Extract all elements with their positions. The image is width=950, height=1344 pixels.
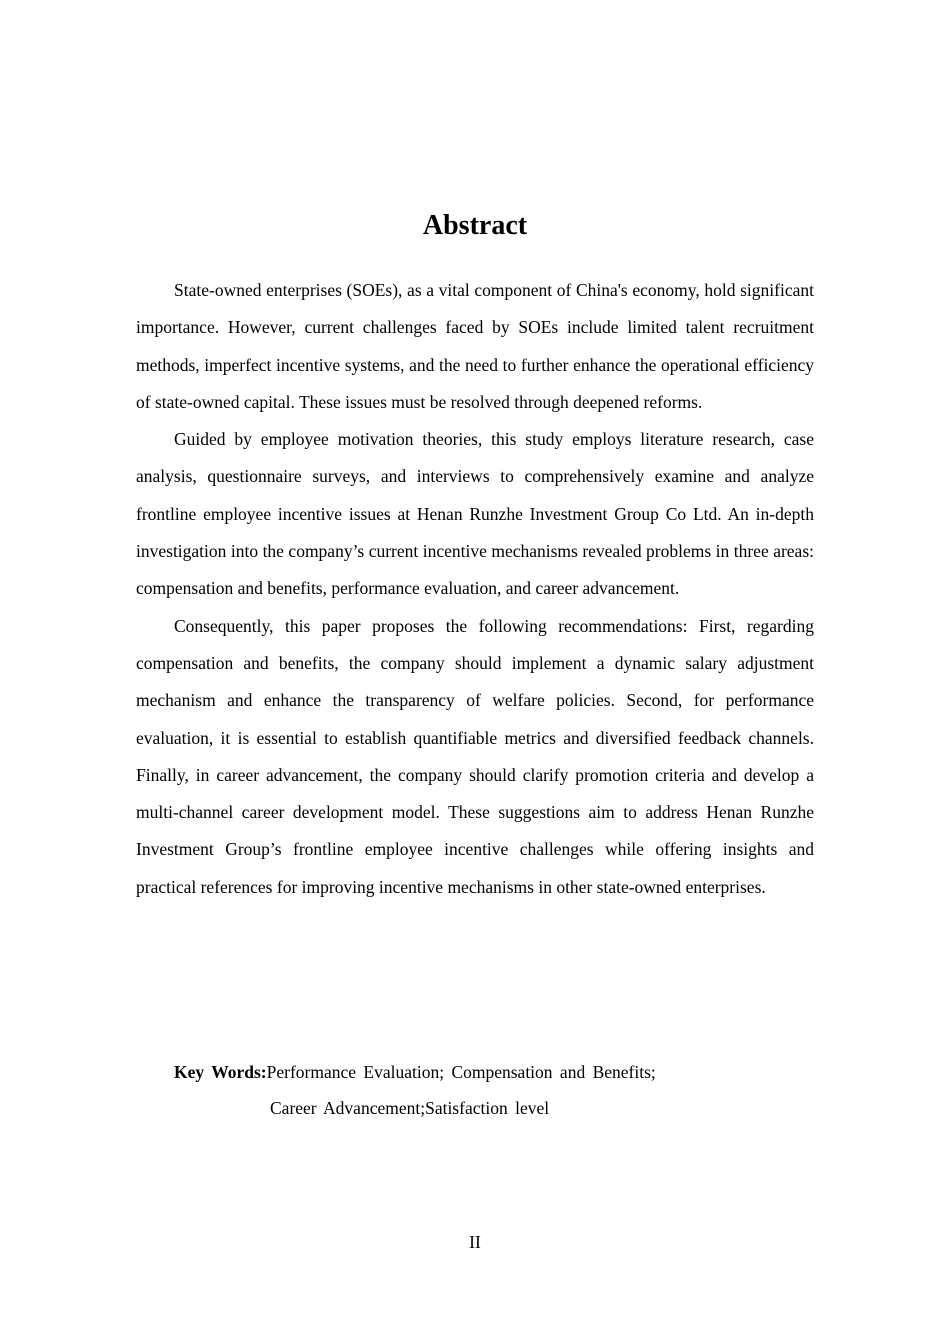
keywords-line-1 (174, 1054, 774, 1090)
abstract-title: Abstract (422, 210, 528, 241)
abstract-body (136, 272, 814, 906)
keywords-line-2: Career Advancement;Satisfaction level (270, 1098, 550, 1118)
abstract-paragraph-2: Guided by employee motivation theories, this study employs literature research, case analysis, questionnaire surveys, and interviews to comprehensively examine and analyze frontline employee incentive issues at Henan Runzhe Investment Group Co Ltd. An in-depth investigation into the company’s current incentive mechanisms revealed problems in three areas: compensation and benefits, performance evaluation, and career advancement. (136, 429, 814, 599)
abstract-paragraph-3: Consequently, this paper proposes the following recommendations: First, regarding compensation and benefits, the company should implement a dynamic salary adjustment mechanism and enhance the transparency of welfare policies. Second, for performance evaluation, it is essential to establish quantifiable metrics and diversified feedback channels. Finally, in career advancement, the company should clarify promotion criteria and develop a multi-channel career development model. These suggestions aim to address Henan Runzhe Investment Group’s frontline employee incentive challenges while offering insights and practical references for improving incentive mechanisms in other state-owned enterprises. (136, 615, 814, 897)
keywords-label: Key Words: (174, 1062, 267, 1082)
keywords-block (174, 1054, 774, 1126)
keywords-text-1: Performance Evaluation; Compensation and Benefits; (266, 1062, 656, 1082)
abstract-paragraph-1: State-owned enterprises (SOEs), as a vital component of China's economy, hold significant importance. However, current challenges faced by SOEs include limited talent recruitment methods, imperfect incentive systems, and the need to further enhance the operational efficiency of state-owned capital. These issues must be resolved through deepened reforms. (136, 280, 814, 412)
page-number: II (469, 1232, 481, 1252)
